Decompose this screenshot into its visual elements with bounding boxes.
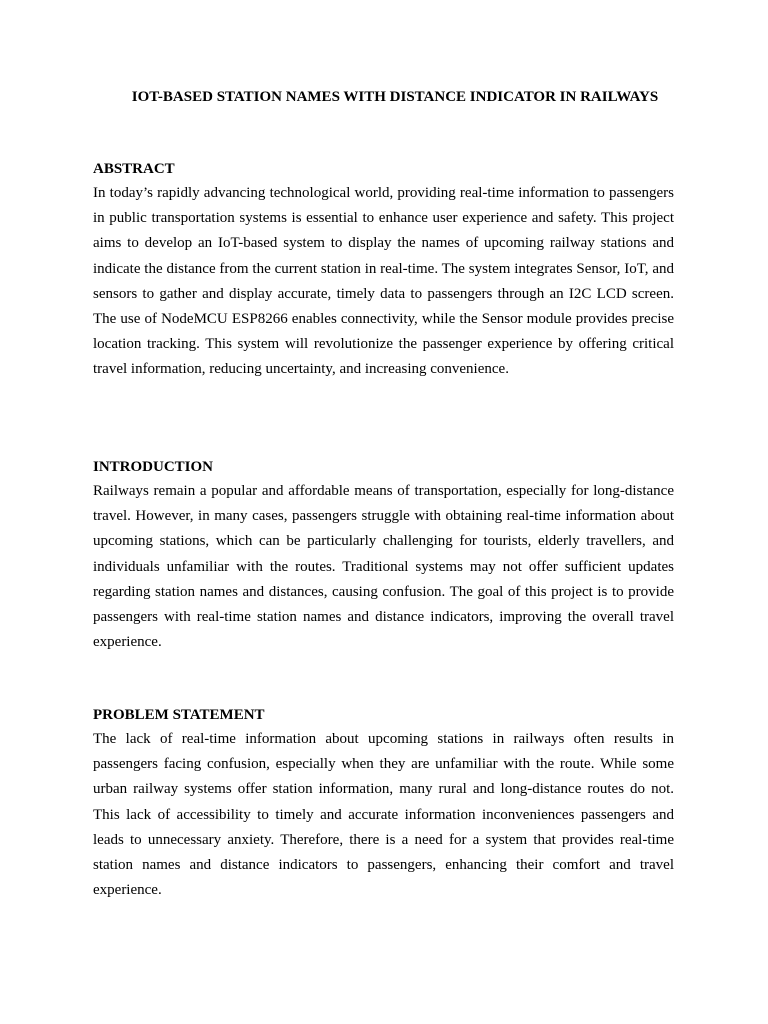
abstract-section: [93, 159, 674, 383]
abstract-body: In today’s rapidly advancing technological world, providing real-time information to passengers in public transportation systems is essential to enhance user experience and safety. This project aims to develop an IoT-based system to display the names of upcoming railway stations and indicate the distance from the current station in real-time. The system integrates Sensor, IoT, and sensors to gather and display accurate, timely data to passengers through an I2C LCD screen. The use of NodeMCU ESP8266 enables connectivity, while the Sensor module provides precise location tracking. This system will revolutionize the passenger experience by offering critical travel information, reducing uncertainty, and increasing convenience.: [93, 185, 674, 378]
document-title: IOT-BASED STATION NAMES WITH DISTANCE INDICATOR IN RAILWAYS: [131, 89, 659, 105]
abstract-heading: ABSTRACT: [93, 161, 175, 177]
problem-statement-section: [93, 705, 674, 903]
introduction-body: Railways remain a popular and affordable means of transportation, especially for long-distance travel. However, in many cases, passengers struggle with obtaining real-time information about upcoming stations, which can be particularly challenging for tourists, elderly travellers, and individuals unfamiliar with the routes. Traditional systems may not offer sufficient updates regarding station names and distances, causing confusion. The goal of this project is to provide passengers with real-time station names and distance indicators, improving the overall travel experience.: [93, 483, 674, 651]
introduction-section: [93, 457, 674, 655]
problem-statement-body: The lack of real-time information about upcoming stations in railways often results in passengers facing confusion, especially when they are unfamiliar with the route. While some urban railway systems offer station information, many rural and long-distance routes do not. This lack of accessibility to timely and accurate information inconveniences passengers and leads to unnecessary anxiety. Therefore, there is a need for a system that provides real-time station names and distance indicators to passengers, enhancing their comfort and travel experience.: [93, 731, 674, 899]
introduction-heading: INTRODUCTION: [93, 459, 214, 475]
problem-statement-heading: PROBLEM STATEMENT: [93, 707, 265, 723]
